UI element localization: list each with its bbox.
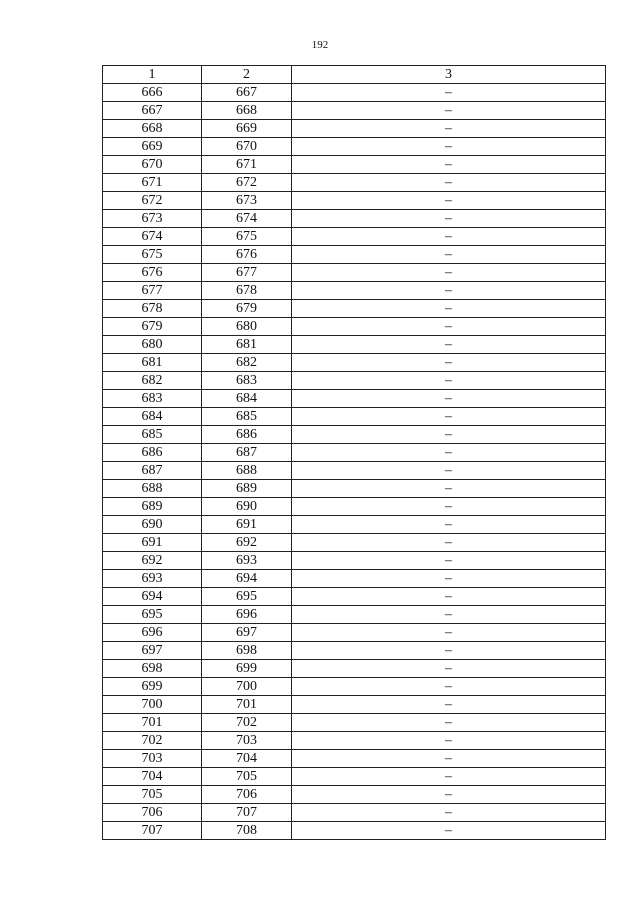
- table-row: [103, 732, 606, 750]
- table-cell-col-1: 681: [103, 354, 202, 372]
- table-cell-col-1: 700: [103, 696, 202, 714]
- table-row: [103, 660, 606, 678]
- table-cell-col-1: 699: [103, 678, 202, 696]
- table-row: [103, 534, 606, 552]
- table-cell-col-1: 693: [103, 570, 202, 588]
- table-row: [103, 462, 606, 480]
- table-cell-col-2: 705: [202, 768, 292, 786]
- table-row: [103, 624, 606, 642]
- table-body: [103, 84, 606, 840]
- table-cell-col-3: –: [292, 210, 606, 228]
- table-cell-col-3: –: [292, 282, 606, 300]
- table-cell-col-1: 686: [103, 444, 202, 462]
- table-cell-col-3: –: [292, 534, 606, 552]
- table-cell-col-3: –: [292, 408, 606, 426]
- table-cell-col-2: 675: [202, 228, 292, 246]
- header-row: [103, 66, 606, 84]
- table-row: [103, 336, 606, 354]
- table-cell-col-3: –: [292, 444, 606, 462]
- table-cell-col-2: 674: [202, 210, 292, 228]
- table-cell-col-3: –: [292, 354, 606, 372]
- table-cell-col-3: –: [292, 804, 606, 822]
- table-row: [103, 480, 606, 498]
- table-cell-col-3: –: [292, 570, 606, 588]
- table-row: [103, 678, 606, 696]
- table-cell-col-1: 682: [103, 372, 202, 390]
- table-cell-col-2: 671: [202, 156, 292, 174]
- table-cell-col-2: 704: [202, 750, 292, 768]
- table-cell-col-1: 696: [103, 624, 202, 642]
- table-cell-col-1: 676: [103, 264, 202, 282]
- table-cell-col-2: 697: [202, 624, 292, 642]
- table-cell-col-2: 707: [202, 804, 292, 822]
- table-cell-col-3: –: [292, 714, 606, 732]
- table-cell-col-2: 668: [202, 102, 292, 120]
- table-row: [103, 714, 606, 732]
- table-cell-col-2: 689: [202, 480, 292, 498]
- table-row: [103, 408, 606, 426]
- table-cell-col-1: 670: [103, 156, 202, 174]
- table-row: [103, 120, 606, 138]
- table-cell-col-1: 687: [103, 462, 202, 480]
- table-cell-col-3: –: [292, 84, 606, 102]
- table-cell-col-1: 666: [103, 84, 202, 102]
- table-cell-col-1: 683: [103, 390, 202, 408]
- table-row: [103, 282, 606, 300]
- table-cell-col-2: 699: [202, 660, 292, 678]
- table-cell-col-3: –: [292, 606, 606, 624]
- table-cell-col-2: 667: [202, 84, 292, 102]
- table-row: [103, 156, 606, 174]
- table-cell-col-1: 692: [103, 552, 202, 570]
- table-row: [103, 588, 606, 606]
- column-header-3: 3: [292, 66, 606, 84]
- table-cell-col-3: –: [292, 678, 606, 696]
- table-cell-col-3: –: [292, 732, 606, 750]
- table-cell-col-2: 702: [202, 714, 292, 732]
- table-cell-col-2: 692: [202, 534, 292, 552]
- table-row: [103, 750, 606, 768]
- table-cell-col-2: 682: [202, 354, 292, 372]
- table-cell-col-2: 670: [202, 138, 292, 156]
- table-cell-col-1: 688: [103, 480, 202, 498]
- table-cell-col-2: 684: [202, 390, 292, 408]
- table-row: [103, 246, 606, 264]
- table-cell-col-2: 694: [202, 570, 292, 588]
- table-cell-col-1: 707: [103, 822, 202, 840]
- table-cell-col-1: 667: [103, 102, 202, 120]
- table-cell-col-1: 669: [103, 138, 202, 156]
- table-cell-col-2: 683: [202, 372, 292, 390]
- table-cell-col-2: 706: [202, 786, 292, 804]
- table-cell-col-3: –: [292, 822, 606, 840]
- table-cell-col-3: –: [292, 552, 606, 570]
- table-row: [103, 516, 606, 534]
- table-row: [103, 300, 606, 318]
- table-row: [103, 174, 606, 192]
- table-cell-col-3: –: [292, 246, 606, 264]
- table-cell-col-1: 706: [103, 804, 202, 822]
- table-cell-col-1: 685: [103, 426, 202, 444]
- table-cell-col-1: 697: [103, 642, 202, 660]
- table-row: [103, 426, 606, 444]
- table-row: [103, 210, 606, 228]
- table-cell-col-1: 668: [103, 120, 202, 138]
- table-cell-col-1: 680: [103, 336, 202, 354]
- table-cell-col-1: 673: [103, 210, 202, 228]
- table-cell-col-2: 703: [202, 732, 292, 750]
- table-cell-col-2: 678: [202, 282, 292, 300]
- table-cell-col-1: 678: [103, 300, 202, 318]
- table-cell-col-2: 695: [202, 588, 292, 606]
- table-cell-col-1: 705: [103, 786, 202, 804]
- table-cell-col-3: –: [292, 426, 606, 444]
- table-row: [103, 102, 606, 120]
- table-cell-col-2: 669: [202, 120, 292, 138]
- table-row: [103, 786, 606, 804]
- table-cell-col-3: –: [292, 102, 606, 120]
- table-cell-col-3: –: [292, 660, 606, 678]
- table-cell-col-3: –: [292, 588, 606, 606]
- table-row: [103, 768, 606, 786]
- table-cell-col-2: 693: [202, 552, 292, 570]
- table-cell-col-2: 677: [202, 264, 292, 282]
- table-cell-col-1: 698: [103, 660, 202, 678]
- table-cell-col-2: 681: [202, 336, 292, 354]
- data-table: [102, 65, 606, 840]
- table-cell-col-2: 700: [202, 678, 292, 696]
- table-cell-col-1: 704: [103, 768, 202, 786]
- table-cell-col-2: 687: [202, 444, 292, 462]
- column-header-2: 2: [202, 66, 292, 84]
- table-row: [103, 570, 606, 588]
- table-cell-col-3: –: [292, 768, 606, 786]
- table-row: [103, 642, 606, 660]
- table-cell-col-3: –: [292, 138, 606, 156]
- table-cell-col-1: 671: [103, 174, 202, 192]
- table-cell-col-1: 689: [103, 498, 202, 516]
- table-cell-col-1: 694: [103, 588, 202, 606]
- table-cell-col-2: 679: [202, 300, 292, 318]
- table-cell-col-2: 691: [202, 516, 292, 534]
- table-row: [103, 228, 606, 246]
- table-cell-col-1: 675: [103, 246, 202, 264]
- table-row: [103, 354, 606, 372]
- table-cell-col-3: –: [292, 120, 606, 138]
- table-cell-col-3: –: [292, 642, 606, 660]
- table-row: [103, 606, 606, 624]
- table-row: [103, 552, 606, 570]
- table-row: [103, 696, 606, 714]
- table-cell-col-1: 674: [103, 228, 202, 246]
- table-cell-col-2: 690: [202, 498, 292, 516]
- table-row: [103, 390, 606, 408]
- table-cell-col-3: –: [292, 498, 606, 516]
- table-cell-col-1: 690: [103, 516, 202, 534]
- table-cell-col-3: –: [292, 174, 606, 192]
- table-cell-col-3: –: [292, 264, 606, 282]
- table-cell-col-2: 698: [202, 642, 292, 660]
- table-cell-col-1: 679: [103, 318, 202, 336]
- table-cell-col-3: –: [292, 786, 606, 804]
- table-cell-col-3: –: [292, 156, 606, 174]
- table-cell-col-1: 677: [103, 282, 202, 300]
- table-cell-col-3: –: [292, 516, 606, 534]
- table-row: [103, 372, 606, 390]
- table-cell-col-1: 701: [103, 714, 202, 732]
- table-row: [103, 822, 606, 840]
- table-cell-col-1: 702: [103, 732, 202, 750]
- table-header: [103, 66, 606, 84]
- table-cell-col-2: 673: [202, 192, 292, 210]
- table-cell-col-3: –: [292, 624, 606, 642]
- table-cell-col-3: –: [292, 462, 606, 480]
- table-cell-col-2: 688: [202, 462, 292, 480]
- table-cell-col-3: –: [292, 192, 606, 210]
- table-row: [103, 444, 606, 462]
- table-row: [103, 264, 606, 282]
- column-header-1: 1: [103, 66, 202, 84]
- table-cell-col-2: 672: [202, 174, 292, 192]
- table-row: [103, 498, 606, 516]
- table-cell-col-3: –: [292, 336, 606, 354]
- table-cell-col-2: 676: [202, 246, 292, 264]
- table-cell-col-3: –: [292, 300, 606, 318]
- table-cell-col-1: 672: [103, 192, 202, 210]
- table-cell-col-3: –: [292, 480, 606, 498]
- table-cell-col-1: 684: [103, 408, 202, 426]
- table-cell-col-3: –: [292, 390, 606, 408]
- table-cell-col-2: 686: [202, 426, 292, 444]
- table-row: [103, 84, 606, 102]
- table-row: [103, 804, 606, 822]
- table-cell-col-2: 696: [202, 606, 292, 624]
- table-cell-col-2: 680: [202, 318, 292, 336]
- table-cell-col-2: 701: [202, 696, 292, 714]
- table-cell-col-3: –: [292, 228, 606, 246]
- table-row: [103, 192, 606, 210]
- table-cell-col-3: –: [292, 372, 606, 390]
- table-cell-col-2: 685: [202, 408, 292, 426]
- table-cell-col-3: –: [292, 696, 606, 714]
- table-row: [103, 318, 606, 336]
- table-row: [103, 138, 606, 156]
- table-cell-col-3: –: [292, 750, 606, 768]
- table-cell-col-3: –: [292, 318, 606, 336]
- table-cell-col-2: 708: [202, 822, 292, 840]
- table-cell-col-1: 695: [103, 606, 202, 624]
- table-cell-col-1: 691: [103, 534, 202, 552]
- page-number: 192: [311, 39, 329, 51]
- table-cell-col-1: 703: [103, 750, 202, 768]
